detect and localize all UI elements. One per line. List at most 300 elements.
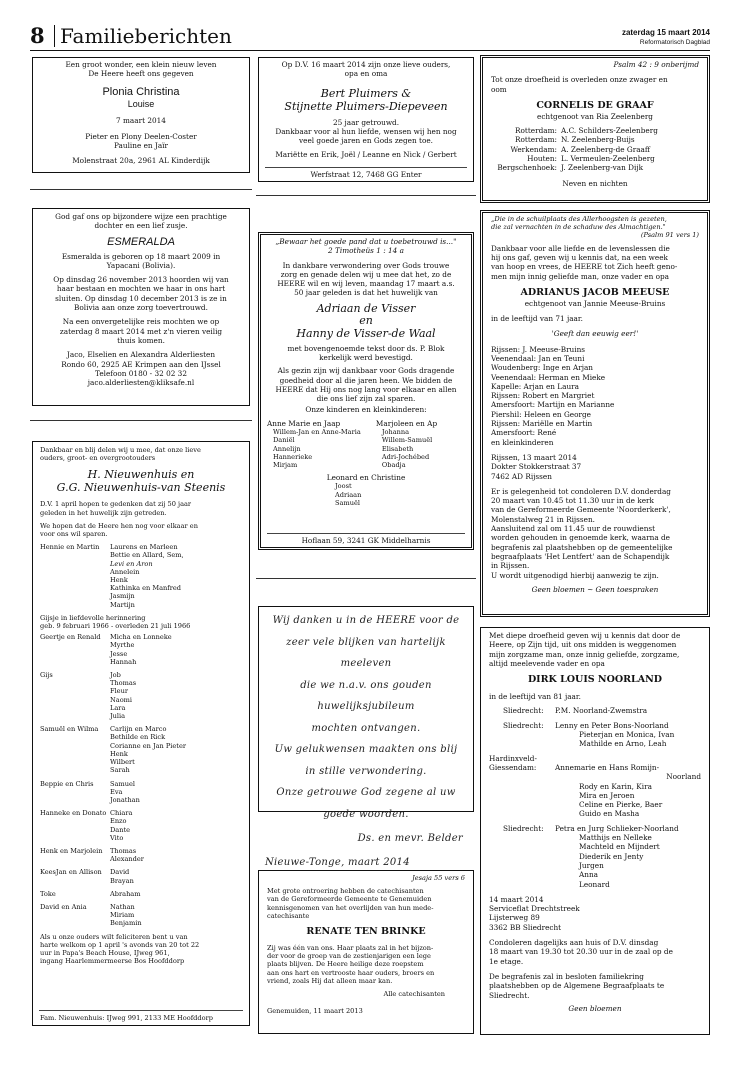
family-children [110, 543, 184, 609]
family-member: Wilbert [110, 758, 135, 767]
col1-rule-1 [30, 189, 252, 190]
age: in de leeftijd van 81 jaar. [489, 692, 581, 702]
family-row [40, 903, 242, 928]
text-line: kerkelijk werd bevestigd. [319, 353, 413, 363]
family-parent: Beppie en Chris [40, 779, 94, 788]
ad4-line1: Op D.V. 16 maart 2014 zijn onze lieve ouders, [281, 60, 451, 69]
text-line: Zij was één van ons. Haar plaats zal in het bijzon- [267, 944, 434, 953]
text-line: sluiten. Op dinsdag 10 december 2013 is ze in [55, 293, 227, 303]
child-name: ESMERALDA [107, 235, 175, 248]
handwritten-line: mochten ontvangen. [311, 722, 421, 734]
text-line: hij ons gaf, geven wij u kennis dat, na een week [491, 252, 668, 262]
text-line: Op dinsdag 26 november 2013 hoorden wij van [53, 275, 229, 285]
text-line: We hopen dat de Heere hen nog voor elkaar en [40, 521, 198, 530]
family-member: Nathan [110, 902, 135, 911]
family-member: Corianne en Jan Pieter [110, 741, 187, 750]
family-parent: KeesJan en Allison [40, 868, 102, 877]
family-member: Myrthe [110, 641, 135, 650]
relative-names [555, 763, 701, 819]
family-row [40, 847, 242, 863]
relative-place: Sliedrecht: [503, 823, 544, 833]
relative-group [489, 721, 701, 749]
relative-place: Hardinxveld- [489, 753, 537, 763]
address [489, 895, 701, 932]
family-children [110, 868, 134, 884]
relative-group [489, 824, 701, 889]
relative-row: Veenendaal: Jan en Teuni [491, 353, 585, 363]
relative-group [489, 754, 701, 763]
text-line: Aansluitend zal om 11.45 uur de rouwdienst [491, 524, 656, 534]
relative-name: Lenny en Peter Bons-Noorland [555, 720, 669, 730]
siblings: Pauline en Jaïr [113, 141, 169, 151]
family-row [40, 868, 242, 884]
bible-quote: „Bewaar het goede pand dat u toebetrouwd is..." [275, 237, 457, 246]
grandchild: Mirjam [273, 460, 298, 469]
relative-place: Giessendam: [489, 762, 537, 772]
ad3-paragraph-2 [40, 522, 242, 538]
relative-place: Bergschenhoek: [497, 163, 557, 173]
text-line: Sliedrecht. [489, 990, 530, 1000]
family-children [110, 890, 141, 898]
text-line: 20 maart van 10.45 tot 11.30 uur in de kerk [491, 496, 654, 506]
address: Hoflaan 59, 3241 GK Middelharnis [301, 535, 431, 545]
family-member: Miriam [110, 911, 135, 920]
family-parent: Gijs [40, 671, 53, 680]
family-children [110, 725, 186, 774]
text-line: voor ons wil sparen. [40, 530, 108, 539]
grandchild: Joost [335, 482, 352, 491]
family-children [110, 809, 132, 842]
text-line: Bolivia aan onze zorg toevertrouwd. [74, 303, 208, 313]
child-name: Plonia Christina [102, 85, 180, 98]
family-children [110, 847, 144, 863]
signature: Ds. en mevr. Belder [357, 833, 463, 844]
closing: Neven en nichten [562, 178, 628, 188]
left-family-head: Anne Marie en Jaap [267, 418, 341, 428]
ad5-paragraph-3 [261, 366, 471, 403]
couple-and: en [359, 313, 373, 327]
couple-name-2: G.G. Nieuwenhuis-van Steenis [56, 481, 226, 495]
text-line: ingang Haarlemmermeerse Bos Hoofddorp [40, 957, 185, 966]
bible-reference: Psalm 42 : 9 onberijmd [613, 60, 699, 69]
anniversary-pluimers [258, 57, 474, 182]
relative-name: Celine en Pierke, Baer [579, 800, 663, 810]
text-line: 3362 BB Sliedrecht [489, 922, 562, 932]
ad8-paragraph [491, 75, 699, 94]
text-line: begraafplaats 'Het Lentfert' aan de Schapendijk [491, 551, 670, 561]
ad2-paragraph-1 [33, 252, 249, 271]
ad2-line2: dochter en een lief zusje. [94, 221, 188, 231]
relative-names [555, 754, 701, 763]
text-line: plaatshebben op de Algemene Begraafplaats te [489, 981, 665, 991]
signature: Alle catechisanten [383, 990, 445, 999]
text-line: begrafenis zal plaatshebben op de gemeentelijke [491, 542, 673, 552]
text-line: U wordt uitgenodigd hierbij aanwezig te zijn. [491, 570, 659, 580]
text-line: Gijsje in liefdevolle herinnering [40, 613, 146, 622]
relative-name: L. Vermeulen-Zeelenberg [561, 154, 655, 164]
ad2-line1: God gaf ons op bijzondere wijze een prachtige [55, 212, 227, 221]
text-line: jaco.alderliesten@kliksafe.nl [87, 378, 195, 388]
relative-name: Diederik en Jenty [579, 851, 644, 861]
family-row [40, 633, 242, 666]
family-member: Lara [110, 703, 126, 712]
family-member: Annelein [110, 567, 140, 576]
handwritten-line: Onze getrouwe God zegene al uw [276, 787, 456, 798]
family-member: Dante [110, 825, 131, 834]
family-member: Jesse [110, 649, 128, 658]
handwritten-line: goede woorden. [323, 808, 409, 820]
left-family [267, 419, 376, 469]
relative-name: A.C. Schilders-Zeelenberg [561, 126, 658, 136]
text-line: D.V. 1 april hopen te gedenken dat zij 50 jaar [40, 500, 192, 509]
page-header [30, 22, 710, 52]
left-family-children [267, 428, 376, 469]
text-line: haar bestaan en mochten we haar in ons hart [56, 284, 226, 294]
text-line: Yapacani (Bolivia). [106, 260, 176, 270]
family-member: Henk [110, 749, 128, 758]
obituary-de-graaf [480, 55, 710, 203]
family-member: Benjamin [110, 919, 142, 928]
col2-rule-2 [256, 578, 476, 579]
text-line: „Die in de schuilplaats des Allerhoogsten is gezeten, [491, 215, 667, 223]
thank-you-belder [258, 606, 474, 868]
family-member: Julia [110, 712, 126, 721]
text-line: Met grote ontroering hebben de catechisanten [267, 887, 424, 896]
place-date: Genemuiden, 11 maart 2013 [267, 1007, 363, 1016]
relatives-list [489, 706, 701, 888]
relative-row: Rijssen: Robert en Margriet [491, 391, 595, 401]
right-family [376, 419, 465, 469]
relative-names [555, 721, 701, 749]
relative-row: Woudenberg: Inge en Arjan [491, 363, 594, 373]
relative-name: Anna [579, 870, 599, 880]
obituary-noorland [480, 627, 710, 1035]
relative-row [491, 154, 699, 163]
ad4-line2: opa en oma [344, 69, 388, 79]
text-line: 14 maart 2014 [489, 894, 544, 904]
text-line: Dankbaar voor al hun liefde, wensen wij hen nog [275, 126, 457, 136]
grandchild: Daniël [273, 436, 295, 445]
funeral-info [489, 972, 701, 1000]
family-parent: Henk en Marjolein [40, 846, 103, 855]
relative-name: Noorland [666, 772, 701, 782]
text-line: Heere, op Zijn tijd, uit ons midden is weggenomen [489, 640, 677, 650]
relative-name: N. Zeelenberg-Buijs [561, 135, 635, 145]
age: in de leeftijd van 71 jaar. [491, 314, 583, 324]
relatives-list [491, 126, 699, 172]
text-line: Dankbaar en blij delen wij u mee, dat onze lieve [40, 446, 201, 454]
ad2-paragraph-3 [33, 317, 249, 345]
relative-row: Amersfoort: René [491, 428, 557, 438]
grandchild: Samuël [335, 498, 360, 507]
text-line: die ons lief zijn zal sparen. [316, 394, 416, 404]
grandchild: Adri-Jochébed [381, 452, 430, 461]
ad3-footer-rule [39, 1010, 243, 1011]
family-children [110, 633, 172, 666]
text-line: geb. 9 februari 1966 - overleden 21 juli 1966 [40, 622, 191, 631]
header-divider [54, 25, 55, 47]
relative-name: J. Zeelenberg-van Dijk [561, 163, 644, 173]
col2-rule-1 [256, 195, 476, 196]
couple-name-1: Bert Pluimers & [320, 86, 412, 100]
text-line: mijn zorgzame man, onze innig geliefde, zorgzame, [489, 649, 680, 659]
ad1-line1: Een groot wonder, een klein nieuw leven [65, 60, 217, 69]
text-line: Condoleren dagelijks aan huis of D.V. dinsdag [489, 938, 659, 948]
text-line: men mijn innig geliefde man, onze vader en opa [491, 271, 670, 281]
family-member: Sarah [110, 766, 130, 775]
family-row [40, 780, 242, 805]
ad4-footer-rule [265, 167, 467, 168]
text-line: der voor de groep van de zestienjarigen een lege [267, 952, 431, 961]
family-member: Bettie en Allard, Sem, [110, 551, 184, 560]
text-line: Rijssen, 13 maart 2014 [491, 452, 577, 462]
bible-reference: (Psalm 91 vers 1) [640, 231, 699, 240]
handwritten-line: die we n.a.v. ons gouden huwelijksjubileum [300, 679, 432, 712]
family-member: Samuel [110, 779, 135, 788]
children: Mariëtte en Erik, Joël / Leanne en Nick / Gerbert [275, 150, 457, 160]
birth-announcement-plonia [32, 57, 250, 173]
handwritten-line: in stille verwondering. [305, 765, 427, 777]
section-title: Familieberichten [60, 24, 232, 48]
text-line: De begrafenis zal in besloten familiekring [489, 971, 644, 981]
family-member: Jonathan [110, 795, 140, 804]
ad4-paragraph [259, 118, 473, 146]
adoption-announcement-esmeralda [32, 208, 250, 406]
family-member: Abraham [110, 889, 141, 898]
family-member: Vito [110, 833, 124, 842]
text-line: zorg en genade delen wij u mee dat het, zo de [280, 269, 452, 279]
couple-name-2: Hanny de Visser-de Waal [296, 326, 436, 340]
family-children [110, 671, 136, 720]
address [491, 453, 699, 481]
handwritten-line: Wij danken u in de HEERE voor de [272, 615, 460, 626]
text-line: Serviceflat Drechtstreek [489, 904, 580, 914]
grandchild: Elisabeth [381, 444, 414, 453]
family-member: Martijn [110, 600, 135, 609]
family-member: Laurens en Marleen [110, 543, 178, 552]
text-line: 25 jaar getrouwd. [332, 117, 400, 127]
in-memoriam-ten-brinke [258, 870, 474, 1034]
relative-place: Houten: [527, 154, 557, 164]
header-rule [30, 50, 710, 51]
text-line: in Rijssen. [491, 561, 530, 571]
spouse: echtgenoot van Ria Zeelenberg [537, 111, 653, 121]
deceased-name: RENATE TEN BRINKE [306, 926, 426, 938]
relative-name: Machteld en Mijndert [579, 842, 660, 852]
relatives-list [491, 345, 699, 447]
relative-row: Amersfoort: Martijn en Marianne [491, 400, 615, 410]
text-line: Met diepe droefheid geven wij u kennis dat door de [489, 631, 681, 640]
text-line: Lijsterweg 89 [489, 913, 540, 923]
family-list [40, 543, 242, 927]
text-line: Jaco, Elselien en Alexandra Alderliesten [66, 350, 216, 360]
family-parent: Hanneke en Donato [40, 809, 107, 818]
text-line: thuis komen. [117, 335, 165, 345]
family-member: Bethilde en Rick [110, 733, 166, 742]
relative-row: Rijssen: Mariëlle en Martin [491, 419, 593, 429]
relative-name: Mira en Jeroen [579, 790, 635, 800]
closing: Geen bloemen [568, 1003, 622, 1013]
center-family-children [261, 482, 471, 507]
relative-name: Guido en Masha [579, 809, 640, 819]
family-member: Enzo [110, 817, 127, 826]
text-line: plaats blijven. De Heere heilige deze roepstem [267, 960, 424, 969]
text-line: Als u onze ouders wilt feliciteren bent u van [40, 932, 188, 941]
birth-date: 7 maart 2014 [116, 115, 166, 125]
family-member: David [110, 868, 130, 877]
family-parent: Toke [40, 889, 56, 898]
anniversary-nieuwenhuis [32, 441, 250, 1026]
relative-names [555, 824, 701, 889]
anniversary-de-visser [258, 232, 474, 550]
text-line: Telefoon 0180 - 32 02 32 [95, 368, 187, 378]
grandchild: Hannerieke [273, 452, 313, 461]
family-row [40, 809, 242, 842]
relative-name: P.M. Noorland-Zwemstra [555, 706, 648, 716]
children-heading: Onze kinderen en kleinkinderen: [305, 404, 427, 414]
bible-reference: 2 Timotheüs 1 : 14 a [328, 246, 404, 256]
place-date: Nieuwe-Tonge, maart 2014 [265, 856, 410, 868]
ad2-paragraph-2 [33, 275, 249, 312]
relative-name: A. Zeelenberg-de Graaff [561, 144, 651, 154]
text-line: oom [491, 84, 507, 94]
relative-row [491, 163, 699, 172]
grandchild: Obadja [381, 460, 406, 469]
family-children [110, 903, 142, 928]
text-line: altijd meelevende vader en opa [489, 658, 605, 668]
deceased-name: CORNELIS DE GRAAF [536, 99, 654, 111]
family-member: Eva [110, 787, 123, 796]
relative-name: Pieterjan en Monica, Ivan [579, 730, 675, 740]
child-second-name: Louise [127, 98, 155, 109]
text-line: HEERE dat Hij ons nog lang voor elkaar en allen [275, 384, 457, 394]
text-line: 18 maart van 19.30 tot 20.30 uur in de zaal op de [489, 947, 673, 957]
relative-place: Werkendam: [510, 144, 557, 154]
funeral-info [491, 487, 699, 580]
closing: Geen bloemen ~ Geen toespraken [531, 584, 659, 594]
family-member: Fleur [110, 687, 128, 696]
deceased-name: DIRK LOUIS NOORLAND [527, 674, 663, 686]
text-line: veel goede jaren en Gods zegen toe. [299, 136, 433, 146]
family-member: Kathinka en Manfred [110, 584, 182, 593]
grandchild: Willem-Samuël [381, 436, 433, 445]
text-line: Rondo 60, 2925 AE Krimpen aan den IJssel [61, 359, 221, 369]
center-family-head: Leonard en Christine [326, 473, 406, 483]
relative-names [555, 706, 701, 715]
family-row [40, 890, 242, 898]
family-member: Henk [110, 576, 128, 585]
relative-row [491, 135, 699, 144]
text-line: Na een onvergetelijke reis mochten we op [62, 317, 220, 327]
motto: 'Geeft dan eeuwig eer!' [551, 329, 639, 339]
relative-place: Sliedrecht: [503, 706, 544, 716]
text-line: Dokter Stokkerstraat 37 [491, 462, 582, 472]
ad7-paragraph-2 [267, 944, 465, 985]
relative-row: Rijssen: J. Meeuse-Bruins [491, 344, 586, 354]
family-member: Hannah [110, 657, 137, 666]
ad10-paragraph-1 [489, 631, 701, 668]
relative-group [489, 706, 701, 715]
family-parent: Geertje en Renald [40, 633, 101, 642]
grandchild: Johanna [381, 428, 410, 437]
text-line: 50 jaar geleden is dat het huwelijk van [294, 288, 438, 298]
header-paper: Reformatorisch Dagblad [639, 39, 710, 46]
family-member: Job [110, 671, 121, 680]
text-line: harte welkom op 1 april 's avonds van 20 tot 22 [40, 940, 200, 949]
relative-group [489, 763, 701, 819]
relative-name: Rody en Karin, Kira [579, 781, 652, 791]
family-row [40, 543, 242, 609]
family-member: Alexander [110, 855, 144, 864]
text-line: Esmeralda is geboren op 18 maart 2009 in [61, 251, 221, 261]
family-member: Brayan [110, 876, 134, 885]
couple-name-1: Adriaan de Visser [316, 301, 416, 315]
text-line: Er is gelegenheid tot condoleren D.V. donderdag [491, 486, 671, 496]
text-line: ouders, groot- en overgrootouders [40, 454, 156, 463]
couple-name-2: Stijnette Pluimers-Diepeveen [284, 99, 448, 113]
parents: Pieter en Plony Deelen-Coster [85, 131, 197, 141]
text-line: 1e etage. [489, 956, 524, 966]
address: Molenstraat 20a, 2961 AL Kinderdijk [72, 156, 210, 166]
family-member: Levi en Aron [110, 559, 153, 568]
bible-reference: Jesaja 55 vers 6 [412, 874, 465, 882]
address: Werfstraat 12, 7468 GG Enter [310, 169, 422, 179]
text-line: Tot onze droefheid is overleden onze zwager en [491, 75, 668, 85]
handwritten-line: Uw gelukwensen maakten ons blij [274, 744, 458, 755]
text-line: In dankbare verwondering over Gods trouwe [282, 260, 450, 270]
relative-name: Jurgen [579, 860, 604, 870]
handwritten-thanks [265, 610, 467, 825]
ad9-paragraph-1 [491, 244, 699, 281]
family-member: Thomas [110, 679, 137, 688]
family-member: Chiara [110, 809, 133, 818]
ad3-intro [40, 446, 242, 462]
ad7-paragraph-1 [267, 887, 465, 920]
ad5-paragraph-2 [261, 344, 471, 363]
grandchild: Adriaan [335, 490, 362, 499]
text-line: 7462 AD Rijssen [491, 471, 552, 481]
text-line: van hoop en vrees, de HEERE tot Zich heeft geno- [491, 262, 678, 272]
page-number: 8 [30, 23, 45, 48]
family-member: Thomas [110, 846, 137, 855]
relative-name: Matthijs en Nelleke [579, 833, 652, 843]
relative-name: Mathilde en Arno, Leah [579, 739, 667, 749]
text-line: aan ons hart en vertrooste haar ouders, broers en [267, 968, 435, 977]
text-line: zaterdag 8 maart 2014 met z'n vieren veilig [59, 326, 223, 336]
family-row [40, 671, 242, 720]
grandchild: Willem-Jan en Anne-Maria [273, 428, 361, 437]
text-line: Dankbaar voor alle liefde en de levenslessen die [491, 243, 670, 253]
ad1-line2: De Heere heeft ons gegeven [88, 69, 194, 79]
text-line: catechisante [267, 911, 310, 920]
right-family-head: Marjoleen en Ap [375, 418, 438, 428]
relative-row: Piershil: Heleen en George [491, 409, 591, 419]
text-line: geleden in het huwelijk zijn getreden. [40, 508, 167, 517]
relative-name: Annemarie en Hans Romijn- [555, 762, 660, 772]
family-parent: David en Ania [40, 902, 87, 911]
header-date: zaterdag 15 maart 2014 [621, 28, 710, 37]
relative-row: en kleinkinderen [491, 437, 554, 447]
family-member: Carlijn en Marco [110, 725, 167, 734]
obituary-meeuse [480, 210, 710, 617]
relative-name: Leonard [579, 879, 610, 889]
text-line: kennisgenomen van het overlijden van hun mede- [267, 903, 434, 912]
ad2-signature [33, 350, 249, 387]
relative-place: Rotterdam: [515, 135, 557, 145]
relative-row [491, 126, 699, 135]
relative-row: Veenendaal: Herman en Mieke [491, 372, 606, 382]
text-line: vriend, zoals Hij dat alleen maar kan. [267, 976, 393, 985]
